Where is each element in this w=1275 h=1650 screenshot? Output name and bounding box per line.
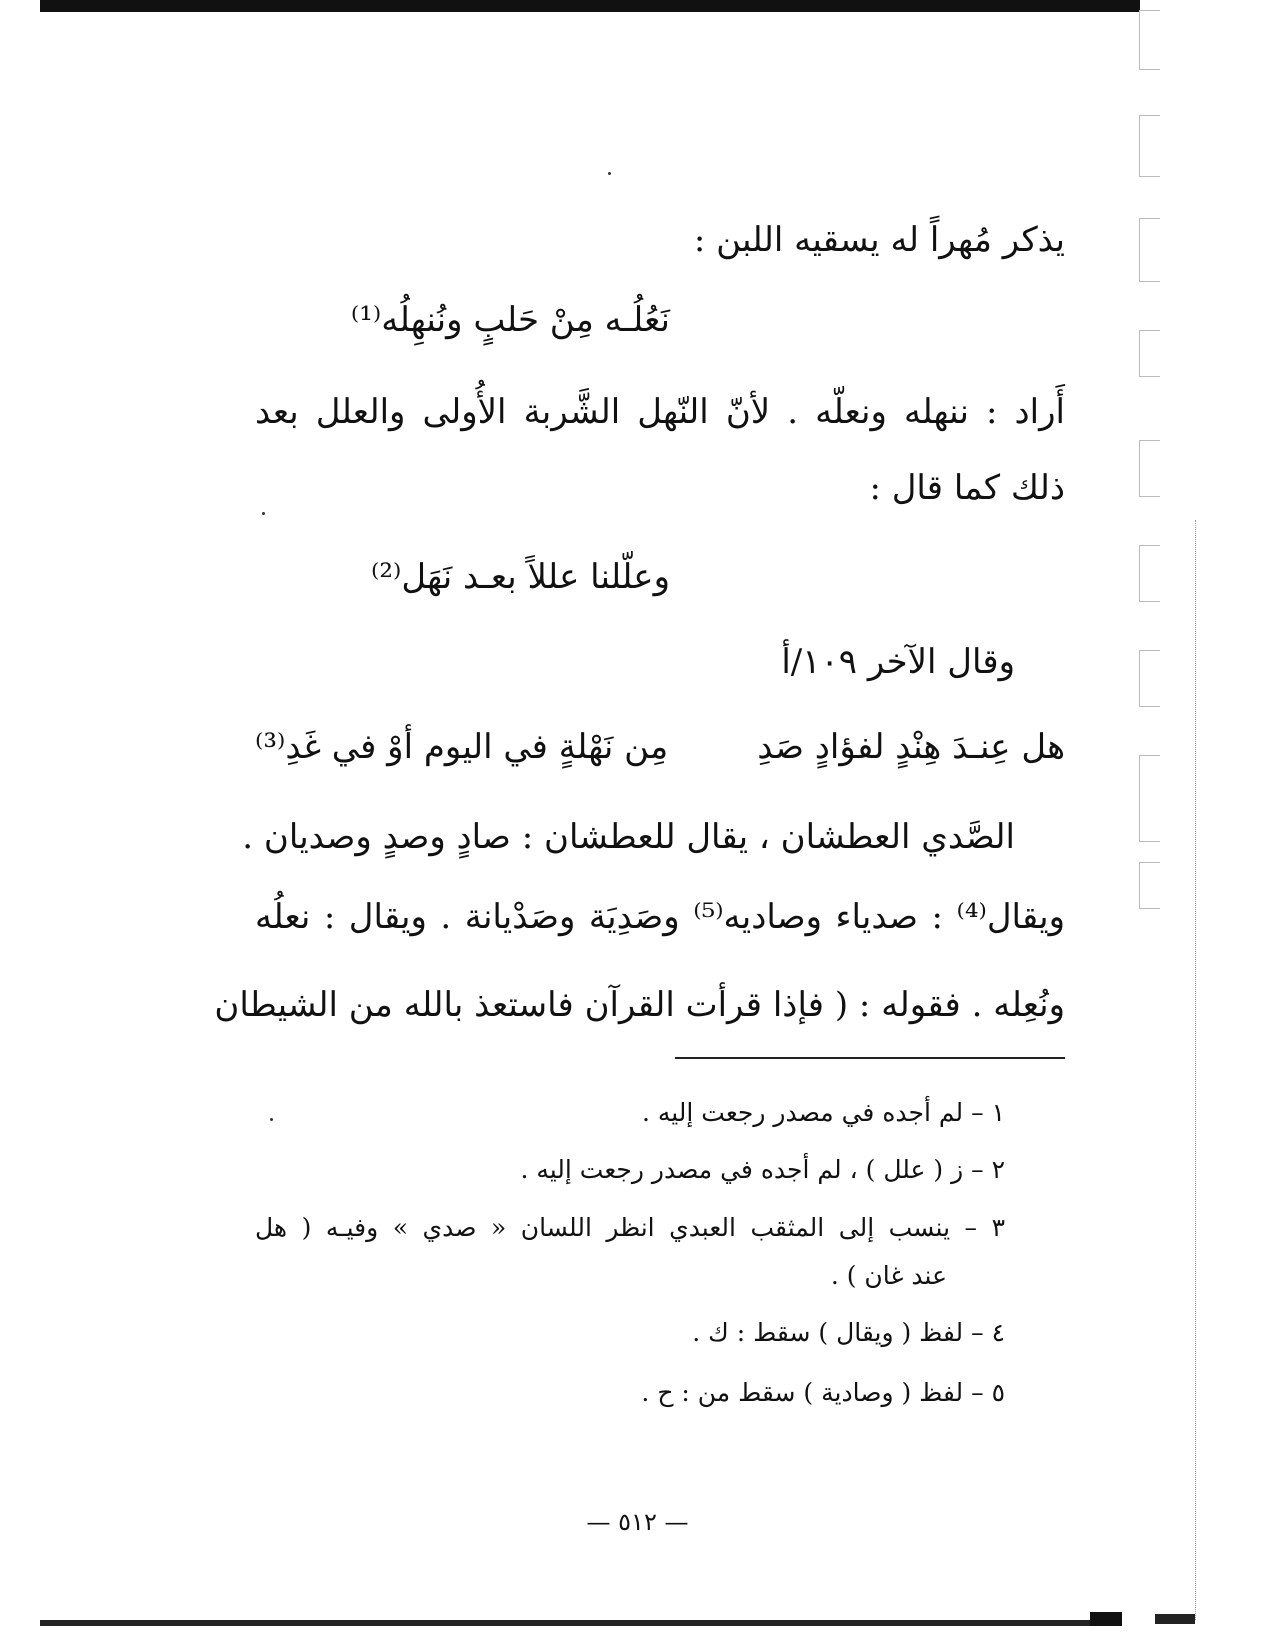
scan-speck	[270, 1118, 273, 1121]
scan-side-margin	[1135, 0, 1165, 1650]
scan-bottom-edge-mark	[1090, 1612, 1122, 1626]
verse-1: نَعُلُـه مِنْ حَلبٍ ونُنهِلُه⁽¹⁾	[350, 300, 670, 340]
scan-bottom-edge	[40, 1620, 1120, 1626]
footnote-2: ٢ – ز ( علل ) ، لم أجده في مصدر رجعت إليه .	[520, 1155, 1005, 1184]
verse-3-first-hemistich: هل عِنـدَ هِنْدٍ لفؤادٍ صَدِ	[757, 727, 1065, 767]
footnote-separator	[675, 1057, 1065, 1059]
scan-dotted-edge	[1195, 520, 1196, 1620]
paragraph-2-line-2: ويقال⁽⁴⁾ : صدياء وصاديه⁽⁵⁾ وصَدِيَة وصَدْيانة . ويقال : نعلُه	[255, 897, 1065, 937]
scan-bottom-edge-mark	[1155, 1614, 1195, 1624]
verse-2: وعلّلنا عللاً بعـد نَهَل⁽²⁾	[371, 557, 670, 597]
scan-speck	[262, 512, 265, 515]
intro-line: يذكر مُهراً له يسقيه اللبن :	[693, 220, 1065, 260]
page-number: — ٥١٢ —	[586, 1508, 689, 1536]
other-said-line: وقال الآخر ١٠٩/أ	[781, 642, 1015, 682]
footnote-1: ١ – لم أجده في مصدر رجعت إليه .	[641, 1098, 1005, 1127]
footnote-5: ٥ – لفظ ( وصادية ) سقط من : ح .	[641, 1378, 1005, 1407]
scan-speck	[608, 172, 611, 175]
footnote-4: ٤ – لفظ ( ويقال ) سقط : ك .	[692, 1318, 1005, 1347]
paragraph-1-line-2: ذلك كما قال :	[869, 468, 1065, 508]
paragraph-1-line-1: أَراد : ننهله ونعلّه . لأنّ النّهل الشَّربة الأُولى والعلل بعد	[255, 392, 1065, 432]
verse-3-second-hemistich: مِن نَهْلةٍ في اليوم أوْ في غَدِ⁽³⁾	[255, 727, 669, 767]
scan-top-edge	[40, 0, 1140, 12]
paragraph-2-line-1: الصَّدي العطشان ، يقال للعطشان : صادٍ وصدٍ وصديان .	[242, 817, 1015, 857]
paragraph-2-line-3: ونُعِله . فقوله : ( فإذا قرأت القرآن فاستعذ بالله من الشيطان	[214, 985, 1065, 1025]
footnote-3: ٣ – ينسب إلى المثقب العبدي انظر اللسان « صدي » وفيـه ( هل	[255, 1213, 1005, 1242]
footnote-3-continuation: عند غان ) .	[830, 1261, 947, 1290]
